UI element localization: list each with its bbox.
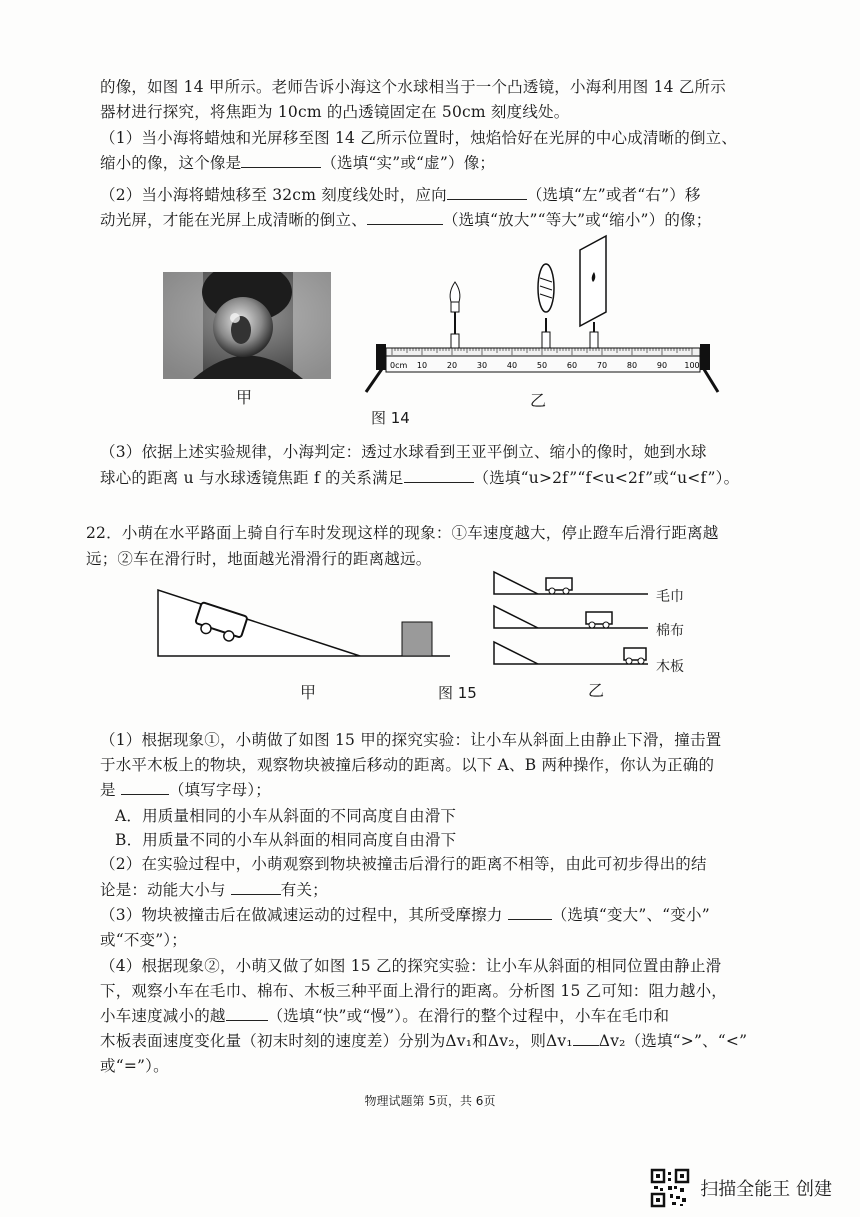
q21-line4 bbox=[100, 152, 495, 174]
ruler-tick-label: 100 bbox=[684, 361, 700, 370]
q22-line15 bbox=[100, 1030, 747, 1052]
surface-label-towel: 毛巾 bbox=[656, 589, 684, 605]
ruler-tick-label: 60 bbox=[566, 361, 578, 370]
scanner-brand bbox=[650, 1168, 832, 1208]
ruler-tick-label: 90 bbox=[656, 361, 668, 370]
q22-line8: （2）在实验过程中，小萌观察到物块被撞击后滑行的距离不相等，由此可初步得出的结 bbox=[100, 855, 707, 873]
optical-bench-diagram bbox=[362, 226, 722, 396]
q21-line5-b: （选填“左”或者“右”）移 bbox=[526, 186, 701, 204]
ruler-tick-label: 10 bbox=[416, 361, 428, 370]
ruler-tick-label: 30 bbox=[476, 361, 488, 370]
fig15-label-jia: 甲 bbox=[300, 683, 317, 702]
q21-line5 bbox=[100, 184, 701, 206]
ruler-tick-label: 70 bbox=[596, 361, 608, 370]
q22-line14-b: （选填“快”或“慢”）。在滑行的整个过程中，小车在毛巾和 bbox=[267, 1007, 670, 1025]
q22-line12: （4）根据现象②，小萌又做了如图 15 乙的探究实验：让小车从斜面的相同位置由静止滑 bbox=[100, 957, 722, 975]
q21-line3: （1）当小海将蜡烛和光屏移至图 14 乙所示位置时，烛焰恰好在光屏的中心成清晰的倒立、 bbox=[100, 129, 738, 147]
q22-line9-a: 论是：动能大小与 bbox=[100, 881, 226, 899]
q21-line2: 器材进行探究，将焦距为 10cm 的凸透镜固定在 50cm 刻度线处。 bbox=[100, 103, 570, 121]
answer-blank bbox=[367, 210, 443, 225]
q22-line10-b: （选填“变大”、“变小” bbox=[551, 906, 710, 924]
q22-option-a: A．用质量相同的小车从斜面的不同高度自由滑下 bbox=[115, 807, 457, 825]
fig15-caption: 图 15 bbox=[438, 684, 477, 702]
q22-line16: 或“=”）。 bbox=[100, 1057, 169, 1075]
q22-line3: （1）根据现象①，小萌做了如图 15 甲的探究实验：让小车从斜面上由静止下滑，撞击置 bbox=[100, 731, 722, 749]
q22-line14-a: 小车速度减小的越 bbox=[100, 1007, 226, 1025]
q21-line4-b: （选填“实”或“虚”）像； bbox=[321, 154, 496, 172]
q22-line5 bbox=[100, 779, 271, 801]
page-footer: 物理试题第 5页，共 6页 bbox=[364, 1094, 496, 1108]
q22-line2: 远；②车在滑行时，地面越光滑滑行的距离越远。 bbox=[86, 550, 432, 568]
q21-line7: （3）依据上述实验规律，小海判定：透过水球看到王亚平倒立、缩小的像时，她到水球 bbox=[100, 443, 707, 461]
q21-line8-a: 球心的距离 u 与水球透镜焦距 f 的关系满足 bbox=[100, 469, 404, 487]
q22-line9 bbox=[100, 879, 328, 901]
q22-line1: 22．小萌在水平路面上骑自行车时发现这样的现象：①车速度越大，停止蹬车后滑行距离越 bbox=[86, 524, 719, 542]
q21-line8-b: （选填“u>2f”“f<u<2f”或“u<f”）。 bbox=[473, 469, 740, 487]
surfaces-diagram bbox=[490, 568, 650, 672]
q22-line15-b: Δv₂（选填“>”、“<” bbox=[598, 1032, 748, 1050]
q22-line5-b: （填写字母）； bbox=[168, 781, 271, 799]
fig14-label-jia: 甲 bbox=[236, 388, 253, 407]
q22-line13: 下，观察小车在毛巾、棉布、木板三种平面上滑行的距离。分析图 15 乙可知：阻力越小， bbox=[100, 982, 727, 1000]
ruler-tick-label: 50 bbox=[536, 361, 548, 370]
surface-label-cotton: 棉布 bbox=[656, 623, 684, 639]
qr-code-icon bbox=[650, 1168, 690, 1208]
fig15-label-yi: 乙 bbox=[588, 681, 605, 700]
fig14-caption: 图 14 bbox=[371, 409, 410, 427]
q21-line1: 的像，如图 14 甲所示。老师告诉小海这个水球相当于一个凸透镜，小海利用图 14 乙所示 bbox=[100, 78, 726, 96]
q21-line4-a: 缩小的像，这个像是 bbox=[100, 154, 242, 172]
q22-line11: 或“不变”）； bbox=[100, 931, 187, 949]
surface-label-wood: 木板 bbox=[656, 659, 684, 675]
ruler-tick-label: 20 bbox=[446, 361, 458, 370]
ruler-tick-label: 0cm bbox=[390, 361, 408, 370]
q21-line5-a: （2）当小海将蜡烛移至 32cm 刻度线处时，应向 bbox=[100, 186, 447, 204]
ruler-tick-label: 80 bbox=[626, 361, 638, 370]
q22-line14 bbox=[100, 1005, 669, 1027]
water-ball-photo bbox=[163, 272, 331, 379]
q22-line10 bbox=[100, 904, 710, 926]
brand-text: 扫描全能王 创建 bbox=[700, 1179, 832, 1200]
answer-blank bbox=[573, 1031, 599, 1046]
q21-line6-a: 动光屏，才能在光屏上成清晰的倒立、 bbox=[100, 211, 367, 229]
answer-blank bbox=[404, 468, 474, 483]
q22-line15-a: 木板表面速度变化量（初末时刻的速度差）分别为Δv₁和Δv₂，则Δv₁ bbox=[100, 1032, 573, 1050]
q21-line6-b: （选填“放大”“等大”或“缩小”）的像； bbox=[442, 211, 712, 229]
fig14-label-yi: 乙 bbox=[530, 391, 547, 410]
answer-blank bbox=[241, 153, 321, 168]
answer-blank bbox=[121, 780, 169, 795]
answer-blank bbox=[226, 1006, 268, 1021]
q22-line4: 于水平木板上的物块，观察物块被撞后移动的距离。以下 A、B 两种操作，你认为正确的 bbox=[100, 756, 715, 774]
incline-collision-diagram bbox=[150, 580, 460, 660]
answer-blank bbox=[231, 880, 281, 895]
q22-line9-b: 有关； bbox=[280, 881, 328, 899]
q22-option-b: B．用质量不同的小车从斜面的相同高度自由滑下 bbox=[115, 831, 457, 849]
answer-blank bbox=[508, 905, 552, 920]
q21-line8 bbox=[100, 467, 739, 489]
q22-line5-a: 是 bbox=[100, 781, 116, 799]
ruler-tick-label: 40 bbox=[506, 361, 518, 370]
q22-line10-a: （3）物块被撞击后在做减速运动的过程中，其所受摩擦力 bbox=[100, 906, 503, 924]
answer-blank bbox=[447, 185, 527, 200]
